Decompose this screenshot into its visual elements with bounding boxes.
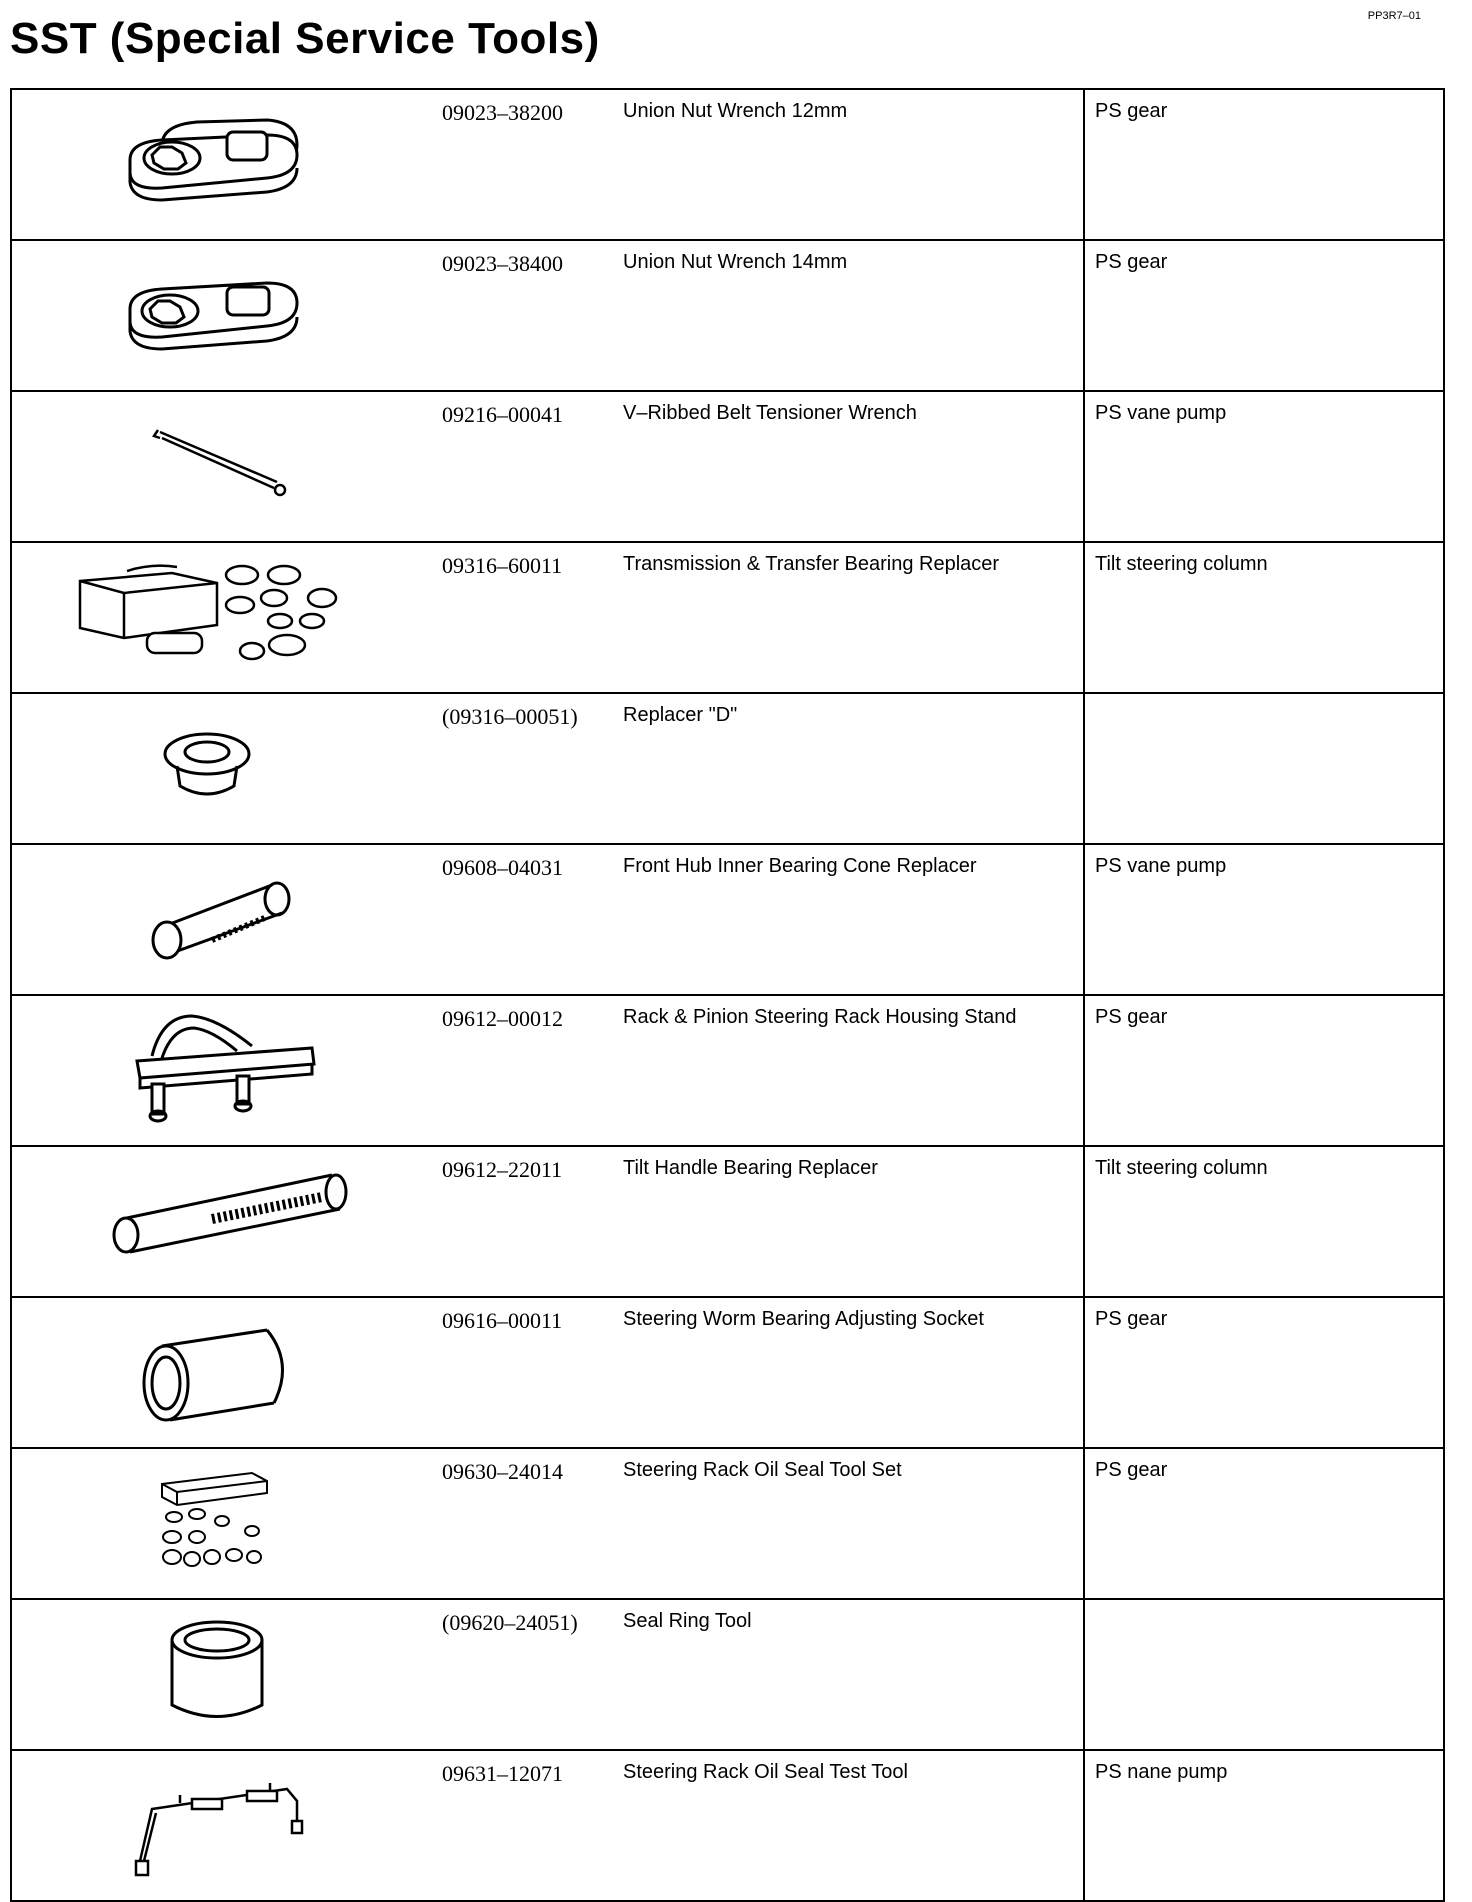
part-number: 09608–04031 [428,844,613,995]
part-number: 09023–38400 [428,240,613,391]
application: PS gear [1084,89,1444,240]
table-row [11,1297,1444,1448]
table-row [11,995,1444,1146]
application: Tilt steering column [1084,542,1444,693]
document-id: PP3R7–01 [1367,10,1421,22]
table-row [11,1599,1444,1750]
part-number: 09616–00011 [428,1297,613,1448]
seal-ring-tool-icon [12,1610,428,1730]
page-title: SST (Special Service Tools) [10,14,600,63]
tool-name: Steering Rack Oil Seal Test Tool [613,1750,1084,1901]
part-number: 09216–00041 [428,391,613,542]
table-row [11,844,1444,995]
table-row [11,391,1444,542]
tool-name: Front Hub Inner Bearing Cone Replacer [613,844,1084,995]
application: PS nane pump [1084,1750,1444,1901]
part-number: 09023–38200 [428,89,613,240]
application: PS vane pump [1084,844,1444,995]
tilt-handle-replacer-icon [12,1157,428,1277]
table-row [11,693,1444,844]
tool-name: Tilt Handle Bearing Replacer [613,1146,1084,1297]
tensioner-wrench-icon [12,402,428,522]
part-number: (09316–00051) [428,693,613,844]
part-number: 09612–00012 [428,995,613,1146]
adjusting-socket-icon [12,1308,428,1428]
oil-seal-test-tool-icon [12,1761,428,1881]
application [1084,693,1444,844]
tool-name: Steering Rack Oil Seal Tool Set [613,1448,1084,1599]
application: PS gear [1084,995,1444,1146]
application [1084,1599,1444,1750]
table-row [11,89,1444,240]
application: PS gear [1084,1448,1444,1599]
sst-table [10,88,1445,1902]
table-row [11,1448,1444,1599]
part-number: 09631–12071 [428,1750,613,1901]
part-number: 09630–24014 [428,1448,613,1599]
table-row [11,542,1444,693]
union-nut-wrench-icon [12,100,428,220]
tool-name: Union Nut Wrench 12mm [613,89,1084,240]
application: PS gear [1084,1297,1444,1448]
tool-name: Union Nut Wrench 14mm [613,240,1084,391]
table-row [11,1146,1444,1297]
table-row [11,1750,1444,1901]
oil-seal-tool-set-icon [12,1459,428,1579]
tool-name: Replacer "D" [613,693,1084,844]
application: PS gear [1084,240,1444,391]
tool-name: V–Ribbed Belt Tensioner Wrench [613,391,1084,542]
tool-name: Seal Ring Tool [613,1599,1084,1750]
rack-housing-stand-icon [12,1006,428,1126]
table-row [11,240,1444,391]
tool-name: Transmission & Transfer Bearing Replacer [613,542,1084,693]
tool-name: Steering Worm Bearing Adjusting Socket [613,1297,1084,1448]
application: Tilt steering column [1084,1146,1444,1297]
part-number: (09620–24051) [428,1599,613,1750]
replacer-d-icon [12,704,428,824]
part-number: 09612–22011 [428,1146,613,1297]
application: PS vane pump [1084,391,1444,542]
union-nut-wrench-icon [12,251,428,371]
tool-name: Rack & Pinion Steering Rack Housing Stand [613,995,1084,1146]
part-number: 09316–60011 [428,542,613,693]
bearing-replacer-set-icon [12,553,428,673]
bearing-cone-replacer-icon [12,855,428,975]
